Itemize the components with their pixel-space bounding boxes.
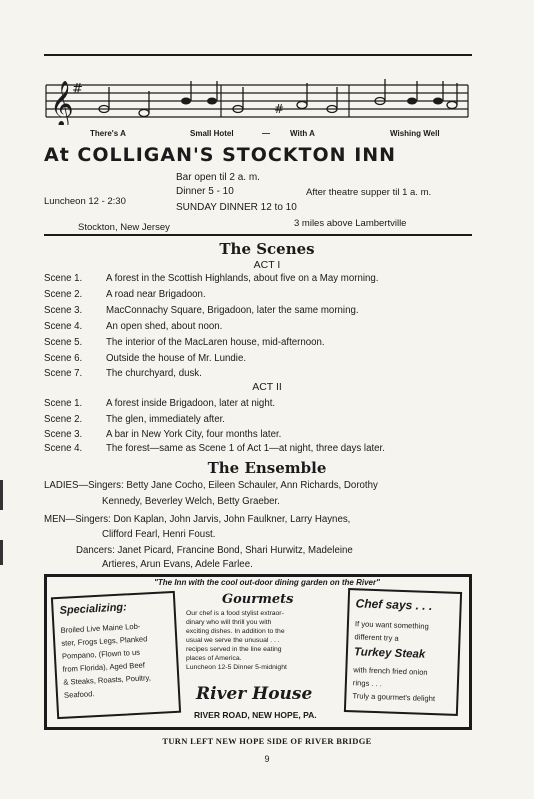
scene-text: An open shed, about noon. bbox=[106, 321, 223, 332]
directions-footer: TURN LEFT NEW HOPE SIDE OF RIVER BRIDGE bbox=[162, 736, 372, 746]
ladies-line-1: LADIES—Singers: Betty Jane Cocho, Eileen Schauler, Ann Richards, Dorothy bbox=[44, 480, 378, 491]
bar-hours: Bar open til 2 a. m. bbox=[176, 172, 260, 183]
scene-text: The interior of the MacLaren house, mid-afternoon. bbox=[106, 337, 325, 348]
gourmets-line: Our chef is a food stylist extraor- bbox=[186, 610, 284, 617]
men-line-2: Clifford Fearl, Henri Foust. bbox=[102, 529, 216, 540]
luncheon-hours: Luncheon 12 - 2:30 bbox=[44, 196, 126, 207]
specializing-box bbox=[51, 591, 181, 719]
chef-line: rings . . . bbox=[352, 678, 383, 689]
lyric-2: Small Hotel bbox=[190, 129, 234, 138]
act1-scene-row bbox=[44, 273, 378, 284]
music-notation-graphic bbox=[40, 63, 470, 125]
scene-label: Scene 2. bbox=[44, 289, 83, 300]
specializing-line: from Florida), Aged Beef bbox=[62, 660, 146, 674]
chef-line: different try a bbox=[354, 632, 399, 643]
act1-scene-row bbox=[44, 337, 325, 348]
chef-line: with french fried onion bbox=[353, 665, 428, 677]
specializing-line: Pompano, (Flown to us bbox=[61, 647, 141, 661]
gourmets-title: Gourmets bbox=[222, 592, 294, 607]
scene-label: Scene 6. bbox=[44, 353, 83, 364]
scene-text: A road near Brigadoon. bbox=[106, 289, 206, 300]
gourmets-line: places of America. bbox=[186, 655, 242, 662]
gourmets-line: dinary who will thrill you with bbox=[186, 619, 272, 626]
chef-line: Truly a gourmet's delight bbox=[352, 691, 436, 704]
act1-scene-row bbox=[44, 305, 359, 316]
gourmets-line: usual we serve the unusual . . . bbox=[186, 637, 280, 644]
chef-says-title: Chef says . . . bbox=[355, 596, 433, 613]
ensemble-heading: The Ensemble bbox=[207, 459, 327, 477]
inn-location: Stockton, New Jersey bbox=[78, 222, 170, 233]
scenes-heading: The Scenes bbox=[219, 240, 315, 258]
scene-label: Scene 7. bbox=[44, 368, 83, 379]
scene-label: Scene 1. bbox=[44, 273, 83, 284]
act-2-label: ACT II bbox=[252, 381, 282, 393]
scene-text: MacConnachy Square, Brigadoon, later the same morning. bbox=[106, 305, 359, 316]
act-1-label: ACT I bbox=[253, 259, 281, 271]
top-rule bbox=[44, 54, 472, 56]
lyric-4: With A bbox=[290, 129, 315, 138]
binder-mark bbox=[0, 540, 3, 565]
scene-label: Scene 4. bbox=[44, 321, 83, 332]
scene-text: A forest inside Brigadoon, later at night. bbox=[106, 398, 276, 409]
scene-label: Scene 3. bbox=[44, 305, 83, 316]
act1-scene-row bbox=[44, 353, 246, 364]
sunday-hours: SUNDAY DINNER 12 to 10 bbox=[176, 202, 297, 213]
gourmets-hours: Luncheon 12-5 Dinner 5-midnight bbox=[186, 664, 287, 671]
scene-text: A bar in New York City, four months later. bbox=[106, 429, 282, 440]
act2-scene-row bbox=[44, 398, 275, 409]
gourmets-line: recipes served in the line eating bbox=[186, 646, 282, 653]
inn-distance: 3 miles above Lambertville bbox=[294, 218, 407, 229]
scene-text: The churchyard, dusk. bbox=[106, 368, 202, 379]
chef-says-box bbox=[344, 588, 462, 716]
specializing-line: Seafood. bbox=[63, 689, 95, 700]
svg-text:#: # bbox=[274, 102, 285, 116]
men-line-1: MEN—Singers: Don Kaplan, John Jarvis, John Faulkner, Larry Haynes, bbox=[44, 514, 351, 525]
dinner-hours: Dinner 5 - 10 bbox=[176, 186, 234, 197]
specializing-line: Broiled Live Maine Lob- bbox=[60, 621, 141, 635]
scene-label: Scene 4. bbox=[44, 443, 83, 454]
lyric-5: Wishing Well bbox=[390, 129, 440, 138]
binder-mark bbox=[0, 480, 3, 510]
scene-text: The glen, immediately after. bbox=[106, 414, 225, 425]
specializing-line: ster, Frogs Legs, Planked bbox=[61, 634, 148, 648]
ladies-line-2: Kennedy, Beverley Welch, Betty Graeber. bbox=[102, 496, 280, 507]
act2-scene-row bbox=[44, 443, 385, 454]
scene-label: Scene 1. bbox=[44, 398, 83, 409]
dancers-line-1: Dancers: Janet Picard, Francine Bond, Shari Hurwitz, Madeleine bbox=[76, 545, 353, 556]
lyric-3: — bbox=[262, 129, 270, 138]
specializing-line: & Steaks, Roasts, Poultry, bbox=[63, 673, 152, 687]
scene-text: A forest in the Scottish Highlands, about five on a May morning. bbox=[106, 273, 379, 284]
lyric-1: There's A bbox=[90, 129, 126, 138]
river-house-address: RIVER ROAD, NEW HOPE, PA. bbox=[194, 710, 317, 720]
chef-line: If you want something bbox=[354, 619, 429, 631]
scene-label: Scene 3. bbox=[44, 429, 83, 440]
specializing-title: Specializing: bbox=[59, 601, 128, 617]
act1-scene-row bbox=[44, 368, 202, 379]
svg-text:#: # bbox=[72, 82, 83, 97]
act1-scene-row bbox=[44, 289, 206, 300]
ad-tagline: "The Inn with the cool out-door dining garden on the River" bbox=[154, 578, 380, 587]
music-staff bbox=[40, 63, 470, 125]
scene-text: Outside the house of Mr. Lundie. bbox=[106, 353, 247, 364]
page-number: 9 bbox=[264, 754, 270, 764]
after-theatre-hours: After theatre supper til 1 a. m. bbox=[306, 187, 432, 198]
dancers-line-2: Artieres, Arun Evans, Adele Farlee. bbox=[102, 559, 253, 570]
act1-scene-row bbox=[44, 321, 222, 332]
scene-text: The forest—same as Scene 1 of Act 1—at night, three days later. bbox=[106, 443, 385, 454]
turkey-steak: Turkey Steak bbox=[353, 646, 426, 661]
svg-text:𝄞: 𝄞 bbox=[50, 81, 74, 125]
gourmets-line: exciting dishes. In addition to the bbox=[186, 628, 285, 635]
inn-title: At COLLIGAN'S STOCKTON INN bbox=[44, 144, 397, 166]
act2-scene-row bbox=[44, 414, 225, 425]
mid-rule bbox=[44, 234, 472, 236]
river-house-name: River House bbox=[196, 684, 313, 704]
scene-label: Scene 2. bbox=[44, 414, 83, 425]
act2-scene-row bbox=[44, 429, 281, 440]
scene-label: Scene 5. bbox=[44, 337, 83, 348]
